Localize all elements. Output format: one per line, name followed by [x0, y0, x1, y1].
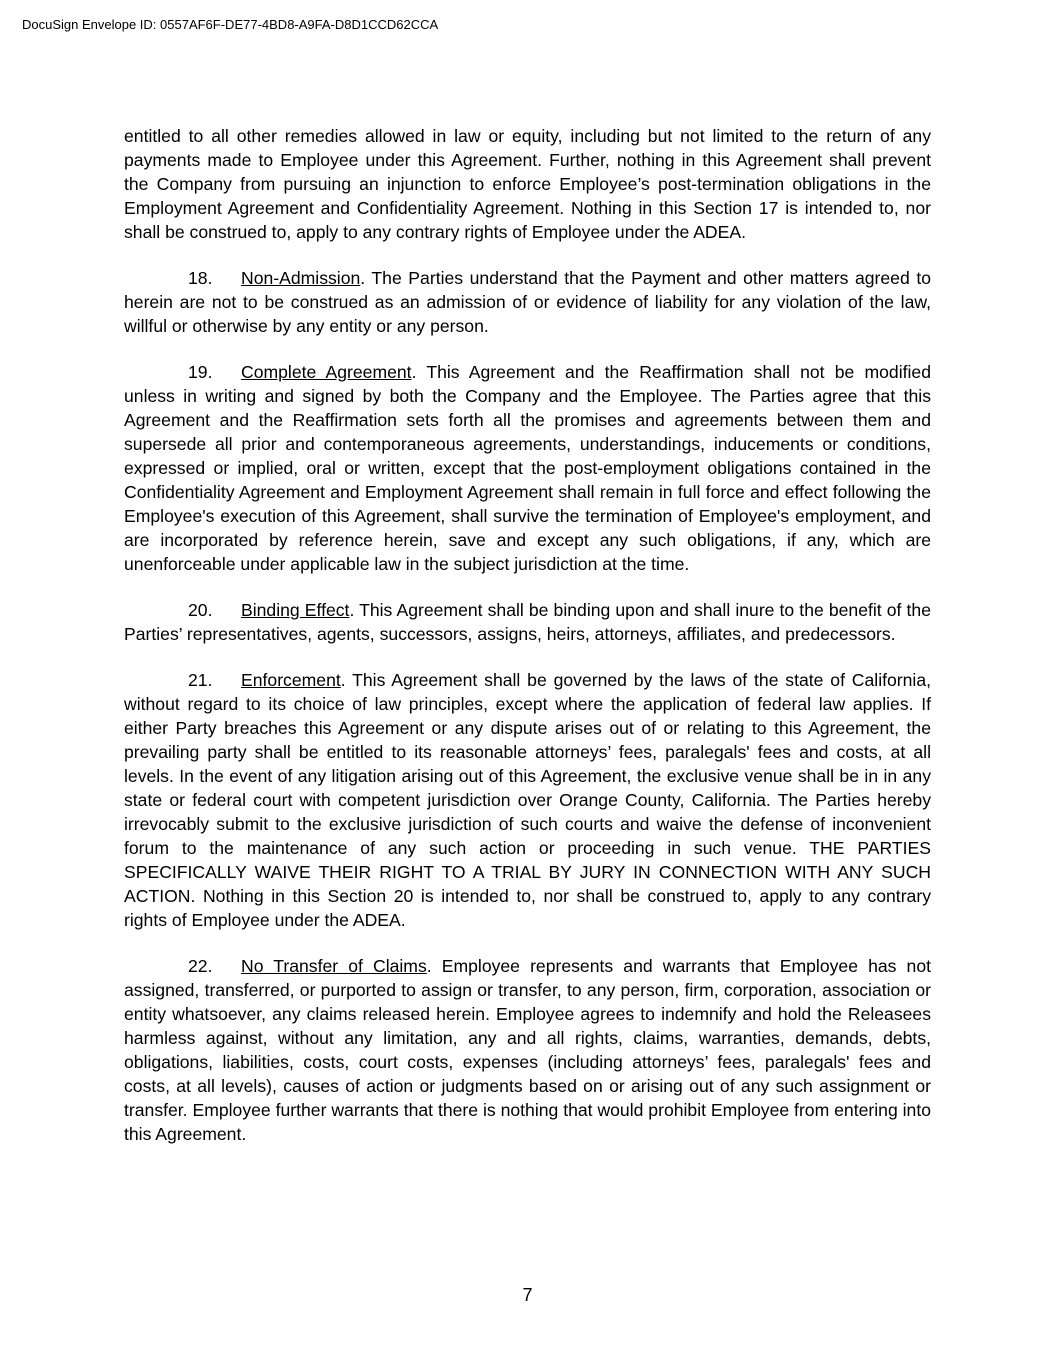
section-18 [124, 266, 931, 338]
section-number: 22. [188, 956, 213, 976]
section-22 [124, 954, 931, 1146]
section-heading: Enforcement [241, 670, 341, 690]
section-20 [124, 598, 931, 646]
document-body [124, 124, 931, 1168]
section-body: . This Agreement shall be governed by the laws of the state of California, without regard to its choice of law principles, except where the application of federal law applies. If either Party breaches this Agreement or any dispute arises out of or relating to this Agreement, the prevailing party shall be entitled to its reasonable attorneys’ fees, paralegals' fees and costs, at all levels. In the event of any litigation arising out of this Agreement, the exclusive venue shall be in in any state or federal court with competent jurisdiction over Orange County, California. The Parties hereby irrevocably submit to the exclusive jurisdiction of such courts and waive the defense of inconvenient forum to the maintenance of any such action or proceeding in such venue. THE PARTIES SPECIFICALLY WAIVE THEIR RIGHT TO A TRIAL BY JURY IN CONNECTION WITH ANY SUCH ACTION. Nothing in this Section 20 is intended to, nor shall be construed to, apply to any contrary rights of Employee under the ADEA. [124, 670, 931, 930]
section-body: . This Agreement and the Reaffirmation shall not be modified unless in writing and signed by both the Company and the Employee. The Parties agree that this Agreement and the Reaffirmation sets forth all the promises and agreements between them and supersede all prior and contemporaneous agreements, understandings, inducements or conditions, expressed or implied, oral or written, except that the post-employment obligations contained in the Confidentiality Agreement and Employment Agreement shall remain in full force and effect following the Employee's execution of this Agreement, shall survive the termination of Employee's employment, and are incorporated by reference herein, save and except any such obligations, if any, which are unenforceable under applicable law in the subject jurisdiction at the time. [124, 362, 931, 574]
envelope-id: DocuSign Envelope ID: 0557AF6F-DE77-4BD8-A9FA-D8D1CCD62CCA [22, 17, 439, 32]
section-number: 19. [188, 362, 213, 382]
section-heading: Non-Admission [241, 268, 361, 288]
page-number: 7 [522, 1285, 533, 1305]
section-body: . Employee represents and warrants that Employee has not assigned, transferred, or purported to assign or transfer, to any person, firm, corporation, association or entity whatsoever, any claims released herein. Employee agrees to indemnify and hold the Releasees harmless against, without any limitation, any and all rights, claims, warranties, demands, debts, obligations, liabilities, costs, court costs, expenses (including attorneys’ fees, paralegals' fees and costs, at all levels), causes of action or judgments based on or arising out of any such assignment or transfer. Employee further warrants that there is nothing that would prohibit Employee from entering into this Agreement. [124, 956, 931, 1144]
section-body: . This Agreement shall be binding upon and shall inure to the benefit of the Parties’ representatives, agents, successors, assigns, heirs, attorneys, affiliates, and predecessors. [124, 600, 931, 644]
intro-paragraph: entitled to all other remedies allowed in law or equity, including but not limited to the return of any payments made to Employee under this Agreement. Further, nothing in this Agreement shall prevent the Company from pursuing an injunction to enforce Employee’s post-termination obligations in the Employment Agreement and Confidentiality Agreement. Nothing in this Section 17 is intended to, nor shall be construed to, apply to any contrary rights of Employee under the ADEA. [124, 126, 931, 242]
section-heading: No Transfer of Claims [241, 956, 427, 976]
section-number: 18. [188, 268, 213, 288]
section-heading: Complete Agreement [241, 362, 412, 382]
section-number: 20. [188, 600, 213, 620]
section-19 [124, 360, 931, 576]
section-21 [124, 668, 931, 932]
section-body: . The Parties understand that the Payment and other matters agreed to herein are not to be construed as an admission of or evidence of liability for any violation of the law, willful or otherwise by any entity or any person. [124, 268, 931, 336]
section-number: 21. [188, 670, 213, 690]
section-heading: Binding Effect [241, 600, 350, 620]
